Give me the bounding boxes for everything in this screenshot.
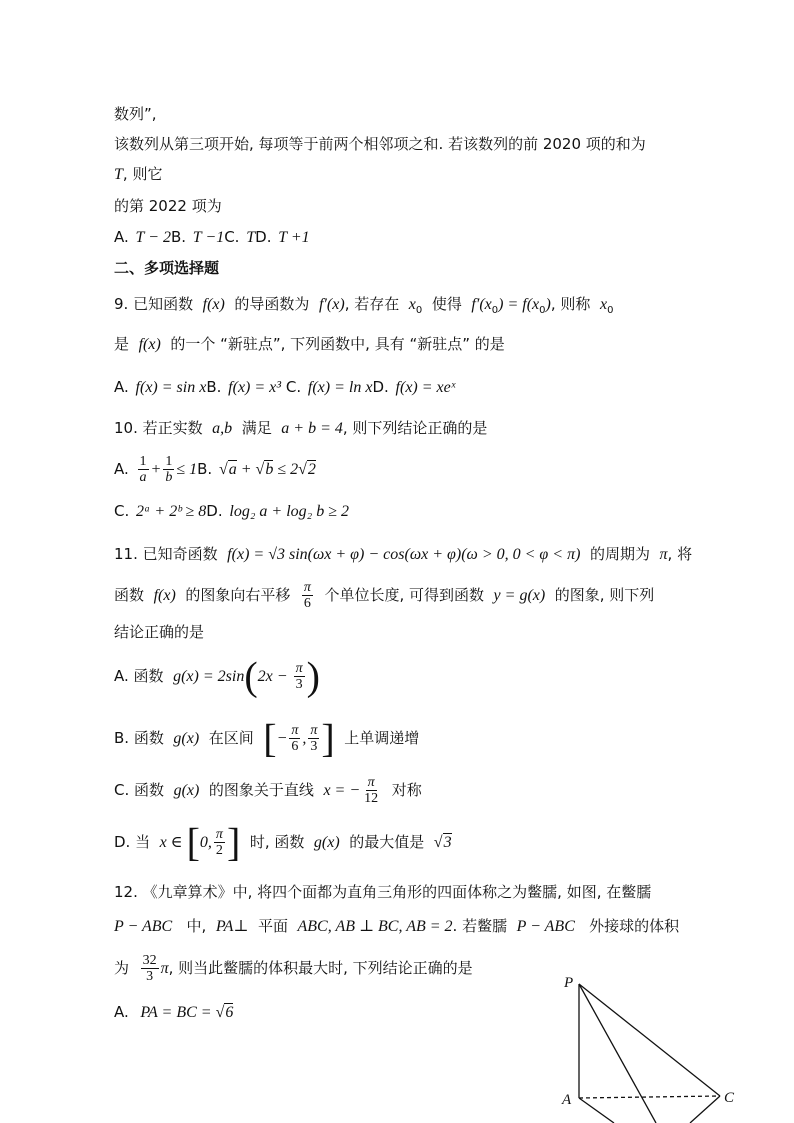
text-fragment: 是 [114,335,130,353]
q10-line-1: 10. 若正实数 a,b 满足 a + b = 4, 则下列结论正确的是 [114,419,488,437]
text-fragment: 函数 [114,586,145,604]
text-line [114,164,162,185]
text-fragment: 时, 函数 [249,833,305,851]
text-fragment: 个单位长度, 可得到函数 [324,586,484,604]
text-fragment: 平面 [257,917,288,935]
q12-line-3: 为 $\frac{32}{3}$ π, 则当此鳖臑的体积最大时, 下列结论正确的是 [114,953,473,984]
option-label: C. [114,502,130,520]
math-expr: ≤ 1 [176,461,198,478]
q11-line-1: 11. 已知奇函数 f(x) = √3 sin(ωx + φ) − cos(ωx + φ)(ω > 0, 0 < φ < π) 的周期为 π, 将 [114,545,693,563]
text-fragment: 为 [114,959,130,977]
q12-option-a: A. PA = BC = √6 [114,1003,234,1021]
text-fragment: 的周期为 [589,545,650,563]
text-fragment: 中, [186,917,207,935]
q11-line-2: 函数 f(x) 的图象向右平移 $\frac{\pi}{6}$ 个单位长度, 可得到函数 y = g(x) 的图象, 则下列 [114,580,655,611]
q11-line-3: 结论正确的是 [114,623,205,641]
text-fragment: 10. 若正实数 [114,419,203,437]
text-fragment: , 若存在 [344,295,400,313]
fraction: $\frac{\pi}{3}$ [310,723,318,754]
option-label: C. [224,228,240,246]
q9-line-2: 是 f(x) 的一个 “新驻点”, 下列函数中, 具有 “新驻点” 的是 [114,335,505,353]
text-fragment: 的一个 “新驻点”, 下列函数中, 具有 “新驻点” 的是 [170,335,505,353]
edge-pb [579,984,656,1123]
label-a: A [562,1092,572,1108]
option-label: A. [114,1003,129,1021]
text-fragment: , 则称 [550,295,591,313]
option-label: D. [372,378,389,396]
q9-options [114,377,455,398]
q12-line-1: 12. 《九章算术》中, 将四个面都为直角三角形的四面体称之为鳖臑, 如图, 在鳖臑 [114,883,652,901]
q12-line-2: P − ABC 中, PA⊥ 平面 ABC, AB ⊥ BC, AB = 2. 若鳖臑 P − ABC 外接球的体积 [114,917,680,935]
text-fragment: 的图象向右平移 [185,586,291,604]
option-label: C. [285,378,302,396]
fraction: $\frac{1}{b}$ [165,454,173,485]
q10-options-cd [114,501,349,522]
q10-options-ab: A. $\frac{1}{a}$ + $\frac{1}{b}$ ≤ 1B. √a + √b ≤ 2√2 [114,454,316,485]
label-p: P [564,975,574,991]
text-fragment: , 则它 [122,165,163,183]
label-c: C [724,1090,735,1106]
math-var: T [114,166,123,183]
option-label: B. [206,378,222,396]
text-fragment: 外接球的体积 [589,917,680,935]
option-label: A. [114,460,129,478]
text-fragment: 使得 [431,295,462,313]
text-fragment: 对称 [391,781,422,799]
text-fragment: 在区间 [208,729,254,747]
tetrahedron-figure [552,970,752,1123]
option-label: A. [114,378,129,396]
option-label: A. [114,228,129,246]
fraction: $\frac{\pi}{12}$ [364,775,379,806]
text-fragment: 上单调递增 [344,729,420,747]
text-fragment: 的导函数为 [234,295,310,313]
math-expr: log₂ a + log₂ b ≥ 2 [229,503,349,520]
math-expr: T [246,229,256,246]
math-expr: T −1 [192,229,225,246]
fraction: $\frac{32}{3}$ [142,953,157,984]
text-line: 数列”, [114,105,157,123]
math-expr: 2ᵃ + 2ᵇ ≥ 8 [136,503,207,520]
text-fragment: 的图象, 则下列 [554,586,655,604]
q11-option-d: D. 当 x ∈ [0, $\frac{\pi}{2}$ ] 时, 函数 g(x) 的最大值是 √3 [114,819,452,865]
text-line: 的第 2022 项为 [114,197,222,215]
text-fragment: 9. 已知函数 [114,295,194,313]
option-label: B. [197,460,213,478]
q11-option-a: A. 函数 g(x) = 2sin(2x − $\frac{\pi}{3}$ ) [114,653,320,699]
text-fragment: , 则下列结论正确的是 [342,419,488,437]
math-expr: f(x) = xeˣ [395,379,456,396]
text-fragment: B. 函数 [114,729,164,747]
text-fragment: A. 函数 [114,667,164,685]
option-label: D. [206,502,223,520]
text-fragment: 11. 已知奇函数 [114,545,218,563]
option-label: D. [255,228,272,246]
fraction: $\frac{\pi}{6}$ [291,723,299,754]
math-expr: f(x) = sin x [135,379,207,396]
option-label: B. [170,228,187,246]
q9-line-1: 9. 已知函数 f(x) 的导函数为 f′(x), 若存在 $x_0$ 使得 $f'(x_0) = f(x_0)$, 则称 $x_0$ [114,295,614,316]
math-expr: f(x) = x³ [228,379,282,396]
edge-pc [579,984,720,1096]
text-fragment: . 若鳖臑 [452,917,508,935]
fraction: $\frac{\pi}{2}$ [215,827,223,858]
math-expr: T +1 [278,229,310,246]
fraction: $\frac{\pi}{6}$ [303,580,311,611]
text-line: 该数列从第三项开始, 每项等于前两个相邻项之和. 若该数列的前 2020 项的和为 [114,135,646,153]
text-fragment: 的图象关于直线 [208,781,314,799]
math-expr: T − 2 [135,229,171,246]
fraction: $\frac{1}{a}$ [139,454,147,485]
math-expr: f(x) = ln x [307,379,373,396]
edge-bc [690,1096,720,1123]
text-fragment: , 则当此鳖臑的体积最大时, 下列结论正确的是 [168,959,473,977]
edge-ab [579,1098,614,1123]
text-fragment: C. 函数 [114,781,165,799]
text-fragment: 的最大值是 [349,833,425,851]
text-fragment: D. 当 [114,833,151,851]
q11-option-c: C. 函数 g(x) 的图象关于直线 x = − $\frac{\pi}{12}$ 对称 [114,775,422,806]
section-title: 二、多项选择题 [114,259,220,277]
q11-option-b: B. 函数 g(x) 在区间 [− $\frac{\pi}{6}$ , $\frac{\pi}{3}$ ] 上单调递增 [114,715,420,761]
text-fragment: , 将 [667,545,693,563]
q8-options [114,227,310,248]
text-fragment: 满足 [241,419,272,437]
edge-ac [579,1096,720,1098]
fraction: $\frac{\pi}{3}$ [295,661,303,692]
